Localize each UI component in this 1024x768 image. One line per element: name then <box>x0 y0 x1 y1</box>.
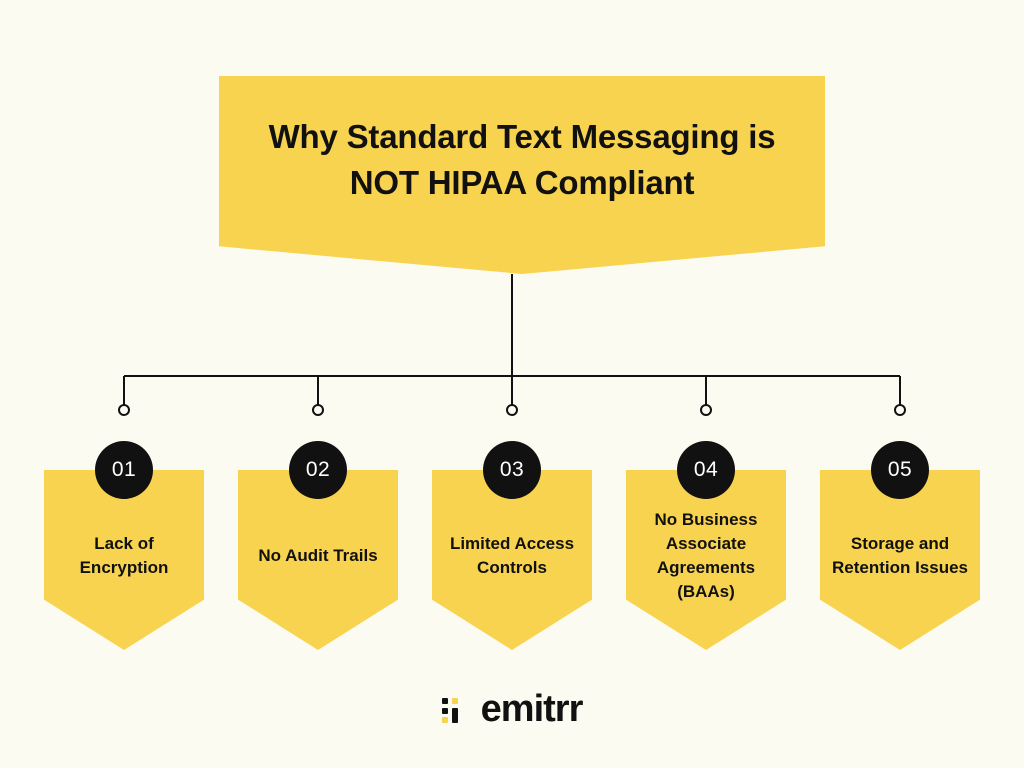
card-label: Lack of Encryption <box>79 534 169 577</box>
card-label: Storage and Retention Issues <box>831 534 969 577</box>
card-number-badge: 04 <box>677 441 735 499</box>
card-number-badge: 02 <box>289 441 347 499</box>
title-banner <box>219 76 825 274</box>
brand-name: emitrr <box>480 688 583 730</box>
page-title: Why Standard Text Messaging is NOT HIPAA Compliant <box>268 118 776 201</box>
card-number-badge: 01 <box>95 441 153 499</box>
brand-logo <box>0 690 1024 728</box>
emitrr-logo-icon <box>442 696 468 722</box>
card-number-badge: 03 <box>483 441 541 499</box>
card-label: No Business Associate Agreements (BAAs) <box>654 510 758 601</box>
card-label: No Audit Trails <box>258 546 378 565</box>
card-number-badge: 05 <box>871 441 929 499</box>
card-label: Limited Access Controls <box>449 534 575 577</box>
